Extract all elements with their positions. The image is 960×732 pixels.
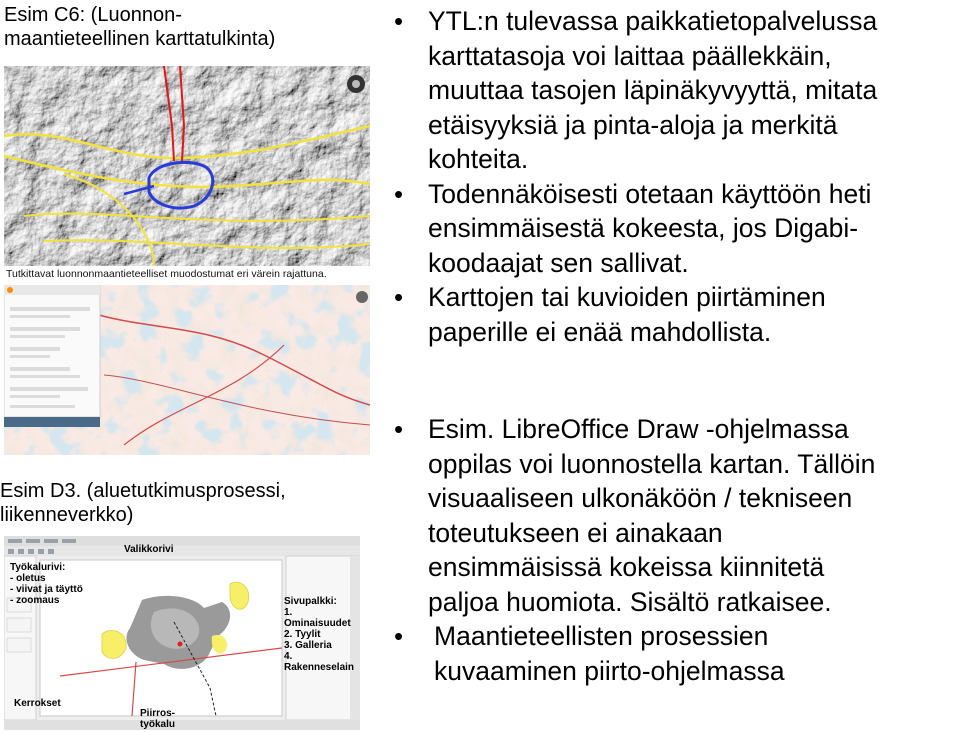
bullet-item <box>386 4 877 177</box>
bullet-line: kohteita. <box>428 144 529 174</box>
bullet-line: • Todennäköisesti otetaan käyttöön heti <box>428 178 872 209</box>
annotation-sivupalkki-item: 4. Rakenneselain <box>284 651 355 673</box>
bullet-list-bottom <box>386 412 875 688</box>
bullet-item <box>386 280 877 349</box>
relief-map-image <box>4 66 370 282</box>
caption-d3 <box>0 479 286 527</box>
bullet-line: etäisyyksiä ja pinta-aloja ja merkitä <box>428 109 838 140</box>
annotation-tyokalurivi-item: - viivat ja täyttö <box>10 584 83 595</box>
annotation-sivupalkki-item: 1. Ominaisuudet <box>284 607 351 629</box>
bullet-line: • Karttojen tai kuvioiden piirtäminen <box>428 282 826 312</box>
bullet-line: • YTL:n tulevassa paikkatietopalvelussa <box>428 6 878 36</box>
bullet-line: • Esim. LibreOffice Draw -ohjelmassa <box>428 414 849 444</box>
bullet-line: muuttaa tasojen läpinäkyvyyttä, mitata <box>428 75 878 105</box>
bullet-line: kuvaaminen piirto-ohjelmassa <box>434 655 785 686</box>
annotation-piirrostyokalu-line2: työkalu <box>140 719 176 730</box>
relief-map-footer: Tutkittavat luonnonmaantieteelliset muodostumat eri värein rajattuna. <box>6 268 327 280</box>
caption-c6-line1: Esim C6: (Luonnon- <box>4 4 182 26</box>
gis-service-screenshot <box>4 285 370 455</box>
annotation-sivupalkki-item: 2. Tyylit <box>284 629 321 640</box>
bullet-list-top <box>386 4 877 349</box>
annotation-tyokalurivi <box>10 562 83 606</box>
bullet-line: koodaajat sen sallivat. <box>428 247 689 278</box>
annotation-piirrostyokalu-line1: Piirros- <box>140 708 176 719</box>
bullet-line: paperille ei enää mahdollista. <box>428 316 772 347</box>
bullet-line: toteutukseen ei ainakaan <box>428 517 723 548</box>
annotation-tyokalurivi-item: - oletus <box>10 573 46 584</box>
annotation-kerrokset: Kerrokset <box>14 698 61 709</box>
annotation-piirrostyokalu <box>140 708 175 730</box>
bullet-line: • Maantieteellisten prosessien <box>434 621 769 651</box>
annotation-sivupalkki-title: Sivupalkki: <box>284 596 337 607</box>
bullet-line: ensimmäisestä kokeesta, jos Digabi- <box>428 213 859 243</box>
annotation-tyokalurivi-item: - zoomaus <box>10 595 60 606</box>
bullet-line: oppilas voi luonnostella kartan. Tällöin <box>428 448 876 479</box>
annotation-sivupalkki <box>284 596 360 673</box>
annotation-tyokalurivi-title: Työkalurivi: <box>10 562 66 573</box>
bullet-line: ensimmäisissä kokeissa kiinnitetä <box>428 552 825 582</box>
caption-c6 <box>4 3 275 51</box>
bullet-item <box>386 619 875 688</box>
bullet-line: karttatasoja voi laittaa päällekkäin, <box>428 40 832 71</box>
bullet-line: paljoa huomiota. Sisältö ratkaisee. <box>428 586 832 617</box>
caption-d3-line1: Esim D3. (aluetutkimusprosessi, <box>0 480 286 502</box>
annotation-valikkorivi: Valikkorivi <box>124 544 174 555</box>
bullet-item <box>386 412 875 619</box>
libreoffice-draw-screenshot <box>4 536 360 730</box>
bullet-line: visuaaliseen ulkonäköön / tekniseen <box>428 483 853 513</box>
annotation-sivupalkki-item: 3. Galleria <box>284 640 332 651</box>
bullet-item <box>386 177 877 281</box>
caption-c6-line2: maantieteellinen karttatulkinta) <box>4 28 276 50</box>
caption-d3-line2: liikenneverkko) <box>0 504 134 526</box>
